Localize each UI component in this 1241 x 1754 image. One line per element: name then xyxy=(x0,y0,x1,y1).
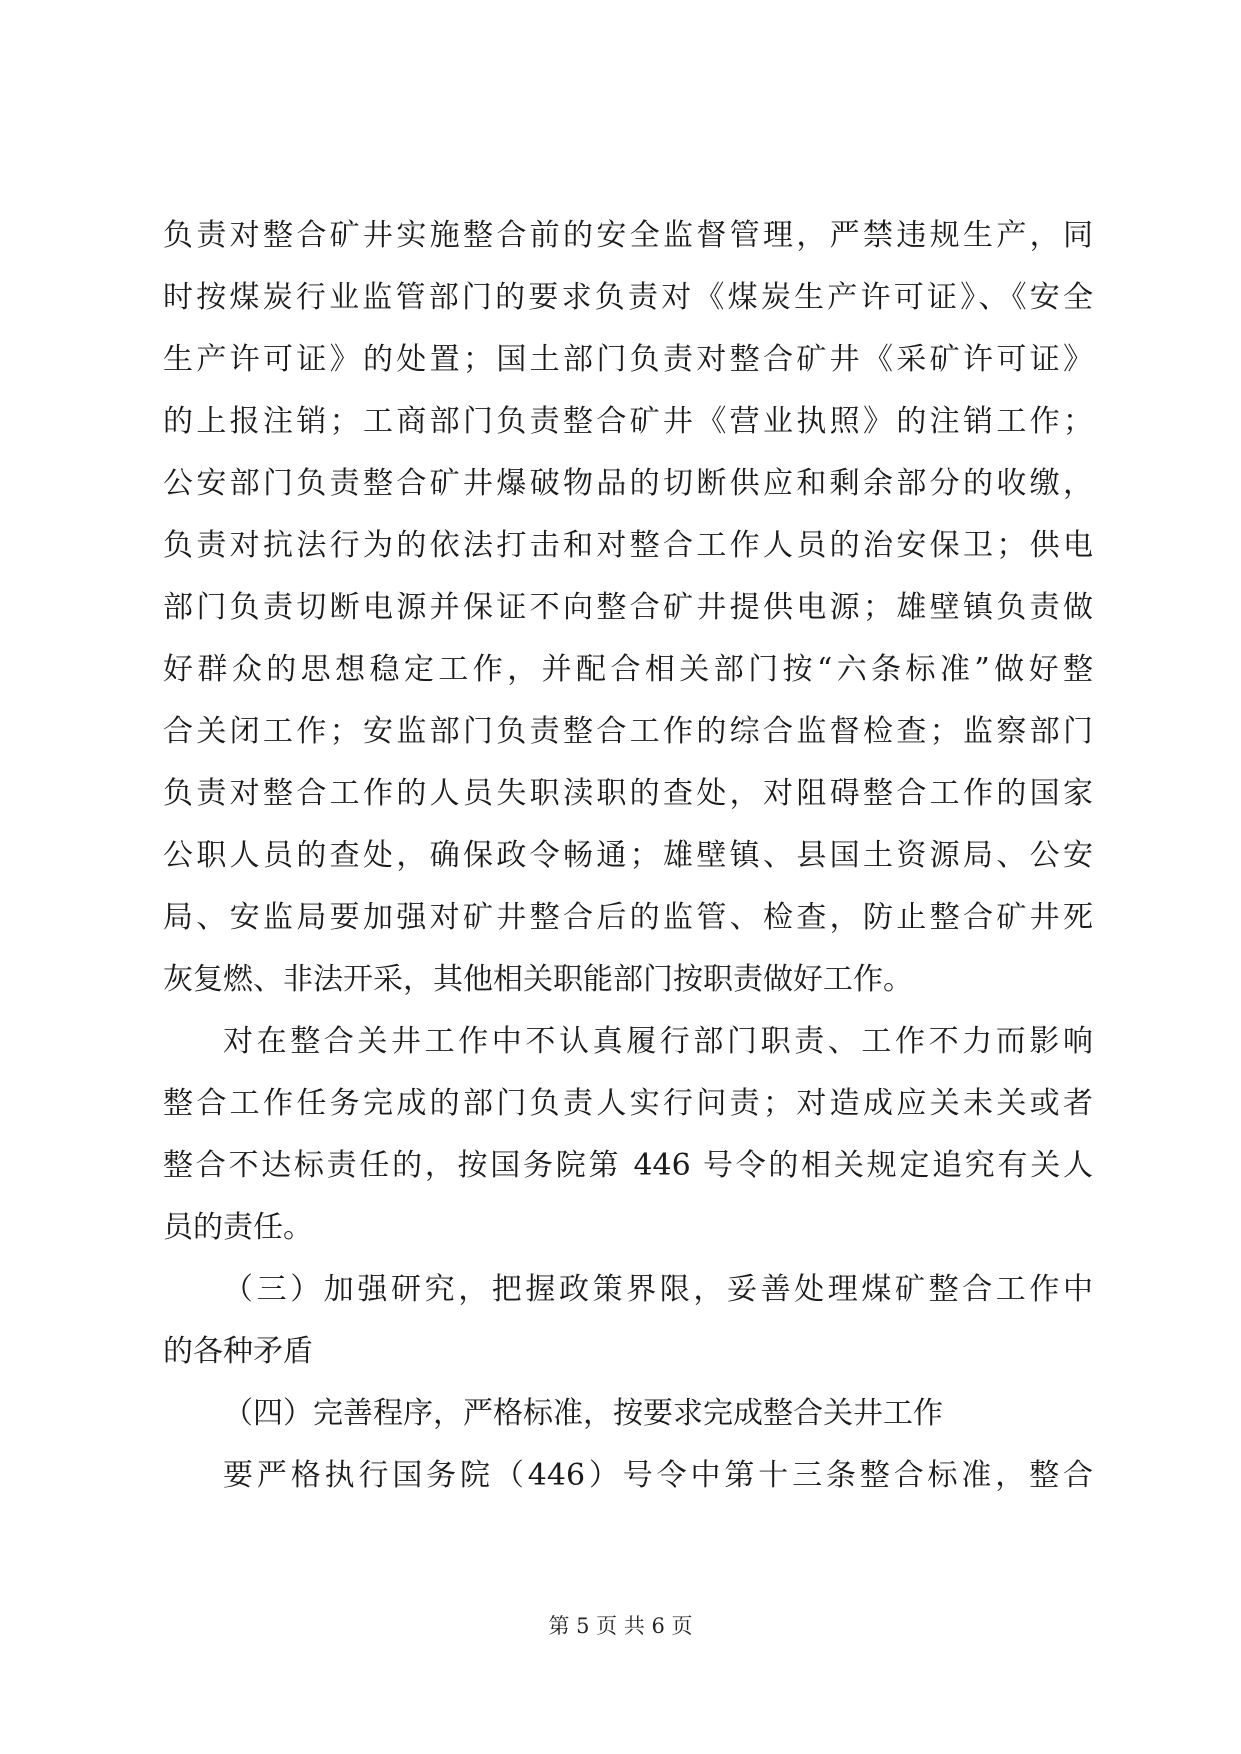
text-line: 时按煤炭行业监管部门的要求负责对《煤炭生产许可证》、《安全 xyxy=(163,280,1093,315)
section-heading: 的各种矛盾 xyxy=(163,1334,313,1369)
text-line: 公安部门负责整合矿井爆破物品的切断供应和剩余部分的收缴， xyxy=(163,466,1093,501)
text-line: 员的责任。 xyxy=(163,1210,313,1245)
page-footer: 第 5 页 共 6 页 xyxy=(548,1614,693,1638)
text-line: 负责对抗法行为的依法打击和对整合工作人员的治安保卫；供电 xyxy=(163,528,1093,563)
text-line: 公职人员的查处，确保政令畅通；雄壁镇、县国土资源局、公安 xyxy=(163,838,1093,873)
text-line: 整合不达标责任的，按国务院第 446 号令的相关规定追究有关人 xyxy=(163,1148,1093,1183)
text-line: 负责对整合工作的人员失职渎职的查处，对阻碍整合工作的国家 xyxy=(163,776,1093,811)
text-line: 局、安监局要加强对矿井整合后的监管、检查，防止整合矿井死 xyxy=(163,900,1093,935)
text-line: 整合工作任务完成的部门负责人实行问责；对造成应关未关或者 xyxy=(163,1086,1093,1121)
text-line: 灰复燃、非法开采，其他相关职能部门按职责做好工作。 xyxy=(163,962,913,997)
text-line: 合关闭工作；安监部门负责整合工作的综合监督检查；监察部门 xyxy=(163,714,1093,749)
text-line: 要严格执行国务院（446）号令中第十三条整合标准，整合 xyxy=(223,1458,1093,1493)
text-line: 生产许可证》的处置；国土部门负责对整合矿井《采矿许可证》 xyxy=(163,342,1093,377)
text-line: 的上报注销；工商部门负责整合矿井《营业执照》的注销工作； xyxy=(163,404,1093,439)
section-heading: （四）完善程序，严格标准，按要求完成整合关井工作 xyxy=(223,1396,943,1431)
document-body xyxy=(163,205,1093,1507)
text-line: 部门负责切断电源并保证不向整合矿井提供电源；雄壁镇负责做 xyxy=(163,590,1093,625)
text-line: 负责对整合矿井实施整合前的安全监督管理，严禁违规生产，同 xyxy=(163,218,1093,253)
text-line: 好群众的思想稳定工作，并配合相关部门按“六条标准”做好整 xyxy=(163,652,1093,687)
section-heading: （三）加强研究，把握政策界限，妥善处理煤矿整合工作中 xyxy=(223,1272,1093,1307)
text-line: 对在整合关井工作中不认真履行部门职责、工作不力而影响 xyxy=(223,1024,1093,1059)
